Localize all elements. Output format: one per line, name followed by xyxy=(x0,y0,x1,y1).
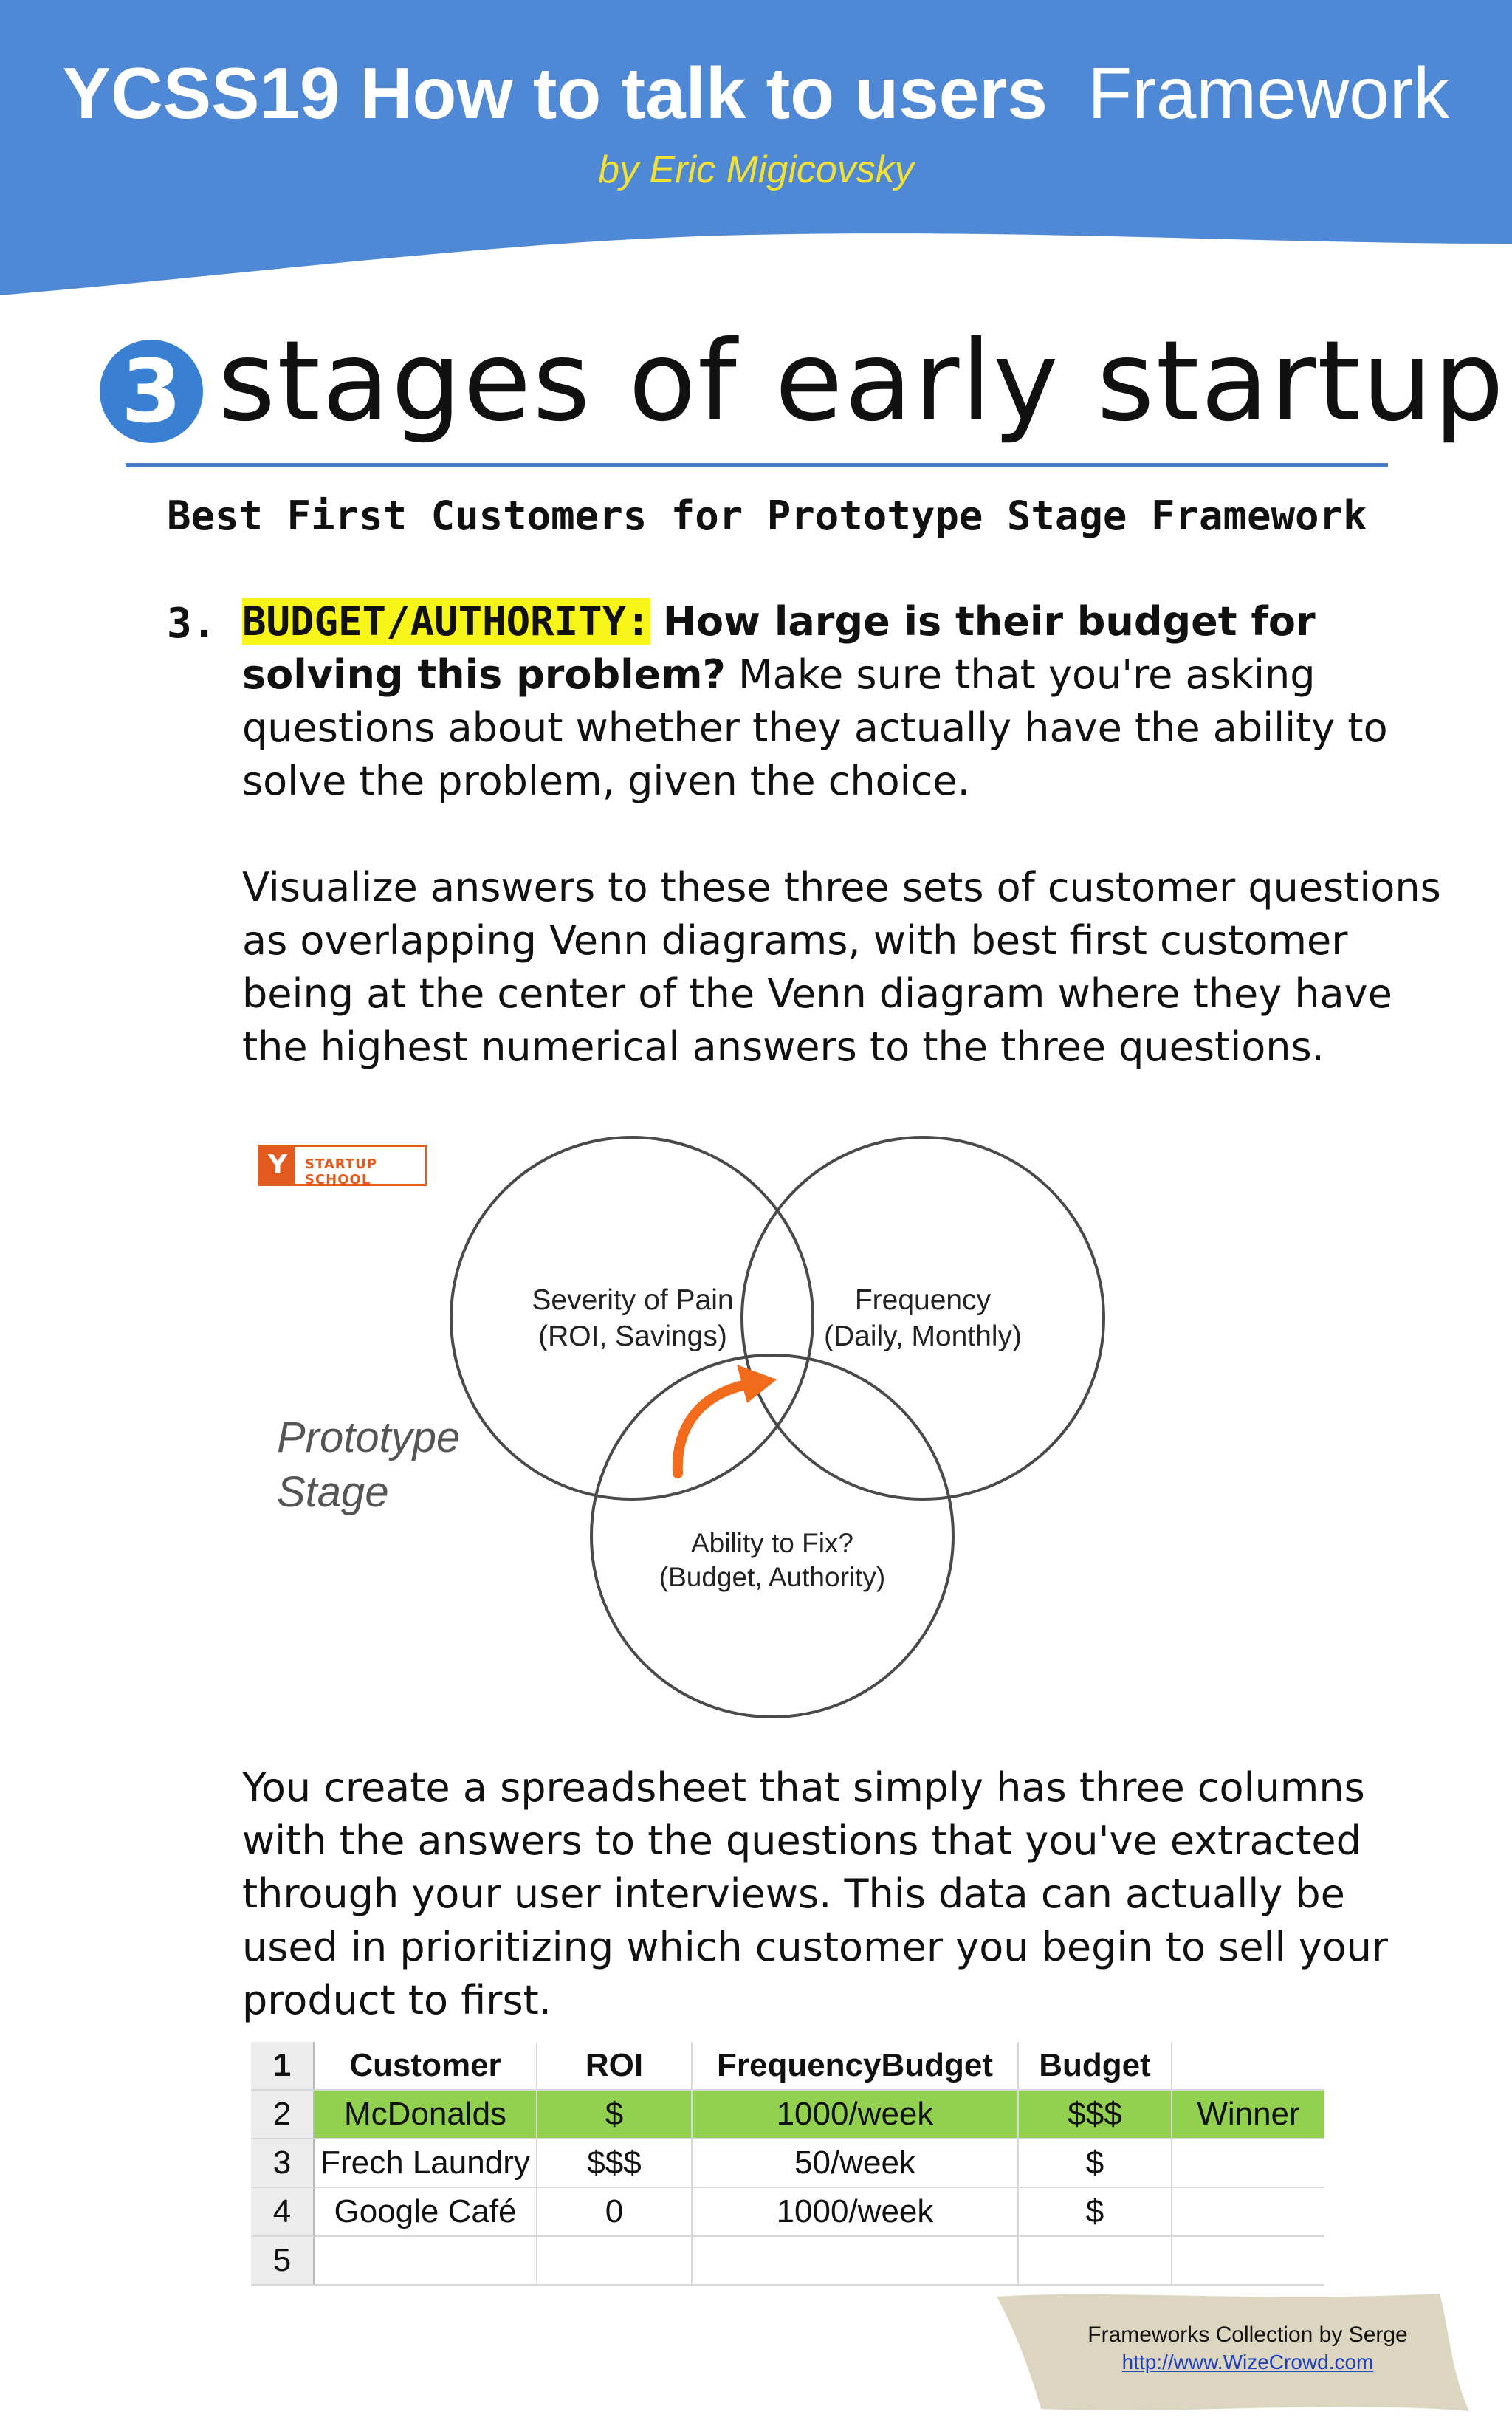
table-cell: $$$ xyxy=(1018,2090,1172,2139)
table-cell: $ xyxy=(1018,2187,1172,2236)
author-byline: by Eric Migicovsky xyxy=(598,148,914,191)
table-cell xyxy=(314,2236,537,2285)
heading-divider xyxy=(126,463,1388,467)
table-cell xyxy=(692,2236,1018,2285)
footer-link[interactable]: http://www.WizeCrowd.com xyxy=(1121,2351,1374,2373)
spreadsheet-paragraph: You create a spreadsheet that simply has three columns with the answers to the questions that you've extracted through your user interviews. This data can actually be used in prioritizing which customer you begin to sell your product to first. xyxy=(242,1764,1389,2023)
winner-cell: Winner xyxy=(1172,2090,1324,2139)
framework-subtitle: Best First Customers for Prototype Stage Framework xyxy=(167,493,1367,539)
table-cell: Google Café xyxy=(314,2187,537,2236)
column-header: Budget xyxy=(1018,2042,1172,2090)
column-header: ROI xyxy=(537,2042,692,2090)
title-main: YCSS19 How to talk to users xyxy=(62,52,1048,134)
arrow-head-icon xyxy=(737,1365,777,1403)
startup-school-label: STARTUP SCHOOL xyxy=(305,1156,377,1187)
table-row xyxy=(251,2139,1324,2187)
visualize-paragraph: Visualize answers to these three sets of customer questions as overlapping Venn diagrams, with best first customer being at the center of the Venn diagram where they have the highest numerical answers to the three questions. xyxy=(242,864,1441,1070)
stage-label-line1: Prototype xyxy=(277,1413,461,1461)
budget-body: Make sure that you're asking questions about whether they actually have the ability to solve the problem, given the choice. xyxy=(242,651,1388,804)
prototype-stage-label xyxy=(277,1410,460,1520)
column-header: Customer xyxy=(314,2042,537,2090)
column-header: FrequencyBudget xyxy=(692,2042,1018,2090)
table-cell: 50/week xyxy=(692,2139,1018,2187)
row-number: 3 xyxy=(251,2139,314,2187)
table-header-row xyxy=(251,2042,1324,2090)
table-row xyxy=(251,2236,1324,2285)
table-cell: 0 xyxy=(537,2187,692,2236)
stage-title: stages of early startup xyxy=(218,318,1506,446)
table-cell: Frech Laundry xyxy=(314,2139,537,2187)
table-cell: McDonalds xyxy=(314,2090,537,2139)
table-cell: 1000/week xyxy=(692,2187,1018,2236)
list-item-number: 3. xyxy=(167,600,217,648)
budget-authority-paragraph xyxy=(242,595,1453,808)
row-number: 2 xyxy=(251,2090,314,2139)
page-title xyxy=(0,52,1512,135)
table-cell xyxy=(1018,2236,1172,2285)
title-suffix: Framework xyxy=(1087,52,1450,134)
stage-number-badge: 3 xyxy=(100,340,203,443)
column-header xyxy=(1172,2042,1324,2090)
stage-heading xyxy=(96,318,1506,465)
table-cell xyxy=(1172,2236,1324,2285)
startup-school-logo xyxy=(258,1145,427,1186)
highlight-label: BUDGET/AUTHORITY: xyxy=(242,598,650,645)
ycombinator-y-logo: Y xyxy=(261,1147,295,1184)
table-cell: $$$ xyxy=(537,2139,692,2187)
venn-circle-pain xyxy=(451,1137,813,1499)
table-cell xyxy=(1172,2139,1324,2187)
circle-pain-label: Severity of Pain xyxy=(532,1284,734,1316)
arrow-icon xyxy=(678,1385,746,1473)
budget-question: How large is their budget for solving this problem? xyxy=(242,598,1316,698)
circle-frequency-label: Frequency xyxy=(854,1284,992,1316)
table-cell: 1000/week xyxy=(692,2090,1018,2139)
circle-pain-sublabel: (ROI, Savings) xyxy=(538,1320,727,1352)
table-row xyxy=(251,2090,1324,2139)
circle-ability-label: Ability to Fix? xyxy=(690,1528,854,1558)
venn-circle-frequency xyxy=(742,1137,1104,1499)
table-cell xyxy=(537,2236,692,2285)
stage-label-line2: Stage xyxy=(277,1468,389,1516)
row-number: 1 xyxy=(251,2042,314,2090)
circle-frequency-sublabel: (Daily, Monthly) xyxy=(824,1320,1022,1352)
venn-circle-ability xyxy=(591,1355,953,1717)
table-cell xyxy=(1172,2187,1324,2236)
table-row xyxy=(251,2187,1324,2236)
footer-credit xyxy=(1026,2323,1469,2374)
table-cell: $ xyxy=(537,2090,692,2139)
customer-spreadsheet xyxy=(251,2042,1324,2286)
table-cell: $ xyxy=(1018,2139,1172,2187)
row-number: 4 xyxy=(251,2187,314,2236)
circle-ability-sublabel: (Budget, Authority) xyxy=(659,1562,886,1592)
footer-text: Frameworks Collection by Serge xyxy=(1087,2323,1408,2347)
row-number: 5 xyxy=(251,2236,314,2285)
